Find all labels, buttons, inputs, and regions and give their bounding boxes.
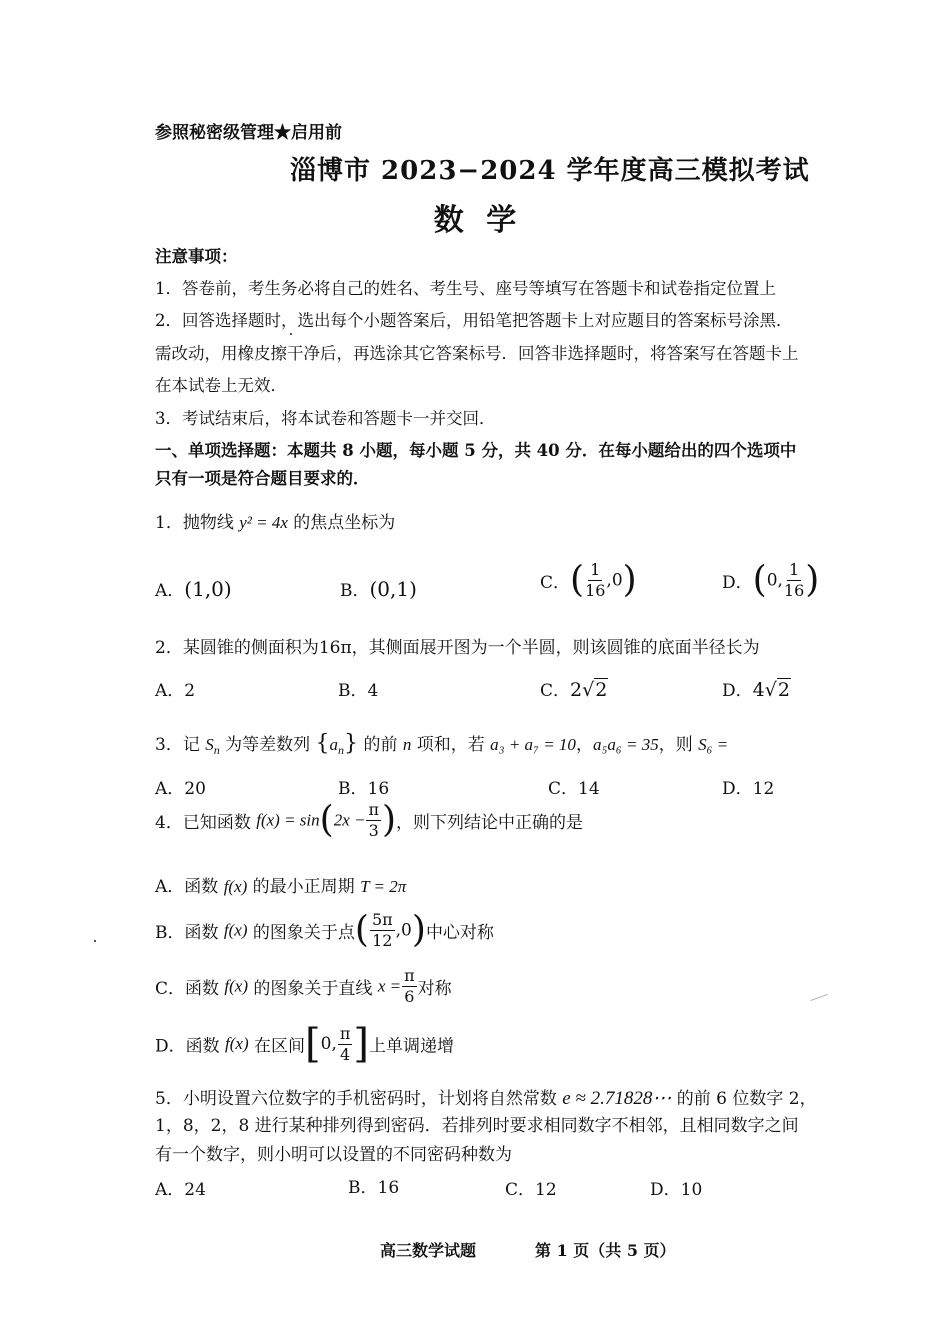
q4-c-denominator: 6: [404, 987, 415, 1006]
q3-s6: S₆ =: [698, 735, 729, 754]
q5-option-a-value: 24: [184, 1180, 206, 1200]
q4-c-numerator: π: [404, 966, 415, 985]
q3-an: a: [329, 735, 339, 754]
q1-option-c: C．( $\frac{1}{16}$ ,0): [540, 559, 637, 601]
q4-numerator: π: [368, 800, 379, 819]
scan-speck: [290, 333, 292, 335]
q4-c-fraction: [402, 968, 417, 1005]
q3-condition-1: a₃ + a₇ = 10: [490, 735, 576, 754]
q4-d-function: f(x): [225, 1034, 249, 1053]
q3-option-c: [548, 774, 600, 799]
q1-option-d: D．(0, $\frac{1}{16}$ ): [722, 559, 820, 601]
q4-option-a: [155, 872, 406, 897]
q2-option-d-coefficient: 4: [752, 679, 765, 701]
q5-part: 5．小明设置六位数字的手机密码时，计划将自然常数: [155, 1089, 563, 1109]
q4-d-text: 上单调递增: [369, 1036, 455, 1057]
q4-d-fraction: [338, 1023, 353, 1064]
q4-function: f(x) = sin: [256, 810, 320, 830]
question-5-line-3: 有一个数字，则小明可以设置的不同密码种数为: [155, 1145, 512, 1165]
question-2-stem: 2．某圆锥的侧面积为16π，其侧面展开图为一个半圆，则该圆锥的底面半径长为: [155, 638, 760, 658]
q3-an-subscript: n: [338, 743, 345, 757]
q4-argument: 2x −: [333, 810, 366, 830]
q5-part: 的前 6 位数字 2，: [671, 1089, 817, 1109]
q3-part: 项和，若: [411, 735, 491, 755]
q2-option-c: C．2√2: [540, 679, 608, 701]
q1-c-denominator: 16: [585, 581, 606, 600]
q4-b-text: 的图象关于点: [247, 923, 355, 943]
q1-option-a-label: A．: [155, 581, 185, 601]
question-4-stem: 4．已知函数 f(x) = sin(2x − $\frac{\pi}{3}$ )，则下列结论中正确的是: [155, 799, 584, 841]
q1-option-d-fraction: [784, 562, 804, 599]
q4-d-numerator: π: [339, 1023, 351, 1043]
note-item: 2．回答选择题时，选出每个小题答案后，用铅笔把答题卡上对应题目的答案标号涂黑．: [155, 311, 793, 330]
q4-d-text: D．函数: [155, 1036, 226, 1057]
q4-a-period: T = 2π: [360, 877, 407, 896]
q3-part: 3．记: [155, 735, 206, 755]
section-heading-line2: 只有一项是符合题目要求的．: [155, 469, 370, 488]
q1-d-numerator: 1: [789, 560, 800, 579]
q4-part: 4．已知函数: [155, 813, 257, 833]
q4-d-denominator: 4: [340, 1044, 351, 1064]
q2-option-a-value: 2: [184, 681, 196, 701]
q4-c-text: 对称: [417, 979, 452, 999]
q4-a-text: A．函数: [155, 877, 224, 897]
q1-option-b-value: (0,1): [369, 577, 417, 601]
q1-expression: y² = 4x: [239, 513, 288, 532]
q3-option-c-value: 14: [578, 779, 600, 799]
note-item: 需改动，用橡皮擦干净后，再选涂其它答案标号．回答非选择题时，将答案写在答题卡上: [155, 344, 799, 363]
note-item: 1．答卷前，考生务必将自己的姓名、考生号、座号等填写在答题卡和试卷指定位置上: [155, 279, 776, 298]
q4-b-fraction: [370, 912, 395, 949]
q1-option-d-head: 0,: [766, 570, 783, 591]
q1-suffix: 的焦点坐标为: [287, 513, 396, 533]
q5-option-d-value: 10: [680, 1180, 703, 1200]
q4-b-numerator: 5π: [371, 910, 393, 929]
q4-option-d: D．函数 f(x) 在区间[0, $\frac{\pi}{4}$ ]上单调递增: [155, 1021, 455, 1067]
q3-part: ，: [575, 735, 593, 755]
q3-part: 的前: [358, 735, 403, 755]
q4-denominator: 3: [368, 821, 379, 840]
q4-option-b: B．函数 f(x) 的图象关于点( $\frac{5\pi}{12}$ ,0)中心对称: [155, 909, 494, 951]
q5-option-c: [505, 1175, 557, 1200]
q1-option-a-value: (1,0): [184, 577, 232, 601]
q3-option-a-label: A．: [155, 779, 185, 799]
q2-option-b-label: B．: [338, 681, 368, 701]
exam-title: 淄博市 2023−2024 学年度高三模拟考试: [290, 156, 810, 186]
footer-title: 高三数学试题: [380, 1241, 477, 1260]
q4-b-tail: ,0: [395, 920, 412, 941]
footer-page-number: 第 1 页（共 5 页）: [535, 1241, 676, 1260]
q4-c-text: C．函数: [155, 979, 225, 999]
q2-option-c-coefficient: 2: [570, 679, 583, 701]
q2-option-a-label: A．: [155, 681, 185, 701]
q5-option-b-label: B．: [348, 1178, 378, 1198]
q3-part: 为等差数列: [219, 735, 316, 755]
q5-option-a: [155, 1175, 206, 1200]
q4-d-text: 在区间: [248, 1036, 306, 1057]
q4-b-text: 中心对称: [425, 923, 494, 943]
q5-option-b: [348, 1173, 399, 1198]
q3-option-d-value: 12: [752, 779, 775, 799]
q4-c-function: f(x): [224, 976, 249, 996]
q1-c-numerator: 1: [590, 560, 601, 579]
q4-c-variable: x =: [377, 976, 402, 996]
q1-option-b: [340, 576, 417, 601]
q4-part: ，则下列结论中正确的是: [396, 813, 584, 833]
q4-c-text: 的图象关于直线: [248, 979, 378, 999]
q4-b-text: B．函数: [155, 923, 224, 943]
q1-prefix: 1．抛物线: [155, 513, 240, 533]
question-1-stem: [155, 508, 395, 533]
q5-option-d: [650, 1175, 702, 1200]
q4-b-denominator: 12: [372, 931, 393, 950]
q3-option-a: [155, 774, 206, 799]
q3-n: n: [402, 735, 412, 754]
q2-option-a: [155, 676, 195, 701]
q1-option-c-fraction: [585, 562, 605, 599]
question-3-stem: 3．记 $S_n$ 为等差数列 $\{a_n\}$ 的前 n 项和，若 a₃ + a₇ = 10，a₅a₆ = 35，则 S₆ =: [155, 731, 729, 757]
q3-sn-subscript: n: [213, 743, 220, 757]
q3-option-a-value: 20: [184, 779, 206, 799]
q3-condition-2: a₅a₆ = 35: [592, 735, 659, 754]
q3-option-b-label: B．: [338, 779, 368, 799]
q3-option-b-value: 16: [367, 779, 390, 799]
q4-d-head: 0,: [320, 1034, 337, 1054]
q2-option-b: [338, 676, 378, 701]
section-heading-line1: 一、单项选择题：本题共 8 小题，每小题 5 分，共 40 分．在每小题给出的四个选项中: [155, 441, 797, 460]
q4-a-function: f(x): [223, 877, 248, 896]
q3-option-b: [338, 774, 389, 799]
q4-option-c: [155, 968, 452, 1005]
q1-option-a: [155, 576, 232, 601]
q1-option-b-label: B．: [340, 581, 370, 601]
question-5-line-1: [155, 1084, 817, 1110]
q1-option-d-label: D．: [722, 573, 753, 593]
secrecy-label: 参照秘密级管理★启用前: [155, 123, 342, 143]
q5-option-b-value: 16: [377, 1178, 400, 1198]
q3-option-d: [722, 774, 774, 799]
q2-option-b-value: 4: [367, 681, 379, 701]
q5-option-d-label: D．: [650, 1180, 681, 1200]
q2-option-d-label: D．: [722, 681, 753, 701]
q5-option-c-label: C．: [505, 1180, 536, 1200]
q1-option-c-tail: ,0: [606, 570, 623, 591]
note-item: 在本试卷上无效．: [155, 376, 287, 395]
q4-a-text: 的最小正周期: [247, 877, 361, 897]
q1-option-c-label: C．: [540, 573, 571, 593]
q1-d-denominator: 16: [783, 581, 805, 600]
q5-option-a-label: A．: [155, 1180, 185, 1200]
q3-sn: S: [205, 735, 214, 754]
q2-option-d: D．4√2: [722, 679, 790, 701]
q2-option-c-label: C．: [540, 681, 571, 701]
q2-option-d-radicand: 2: [777, 679, 790, 701]
question-5-line-2: 1，8，2，8 进行某种排列得到密码．若排列时要求相同数字不相邻，且相同数字之间: [155, 1116, 799, 1136]
q4-b-function: f(x): [223, 920, 248, 940]
q3-part: ，则: [658, 735, 699, 755]
scan-mark: [810, 994, 827, 1001]
q5-option-c-value: 12: [535, 1180, 557, 1200]
q2-option-c-radicand: 2: [595, 679, 608, 701]
q3-option-c-label: C．: [548, 779, 579, 799]
notes-heading: 注意事项：: [155, 247, 238, 266]
subject-title: 数 学: [433, 203, 523, 238]
q4-fraction: [366, 802, 381, 839]
q3-option-d-label: D．: [722, 779, 753, 799]
scan-speck: [94, 940, 96, 942]
q5-constant-e: e ≈ 2.71828⋯: [562, 1088, 672, 1109]
note-item: 3．考试结束后，将本试卷和答题卡一并交回．: [155, 409, 496, 428]
